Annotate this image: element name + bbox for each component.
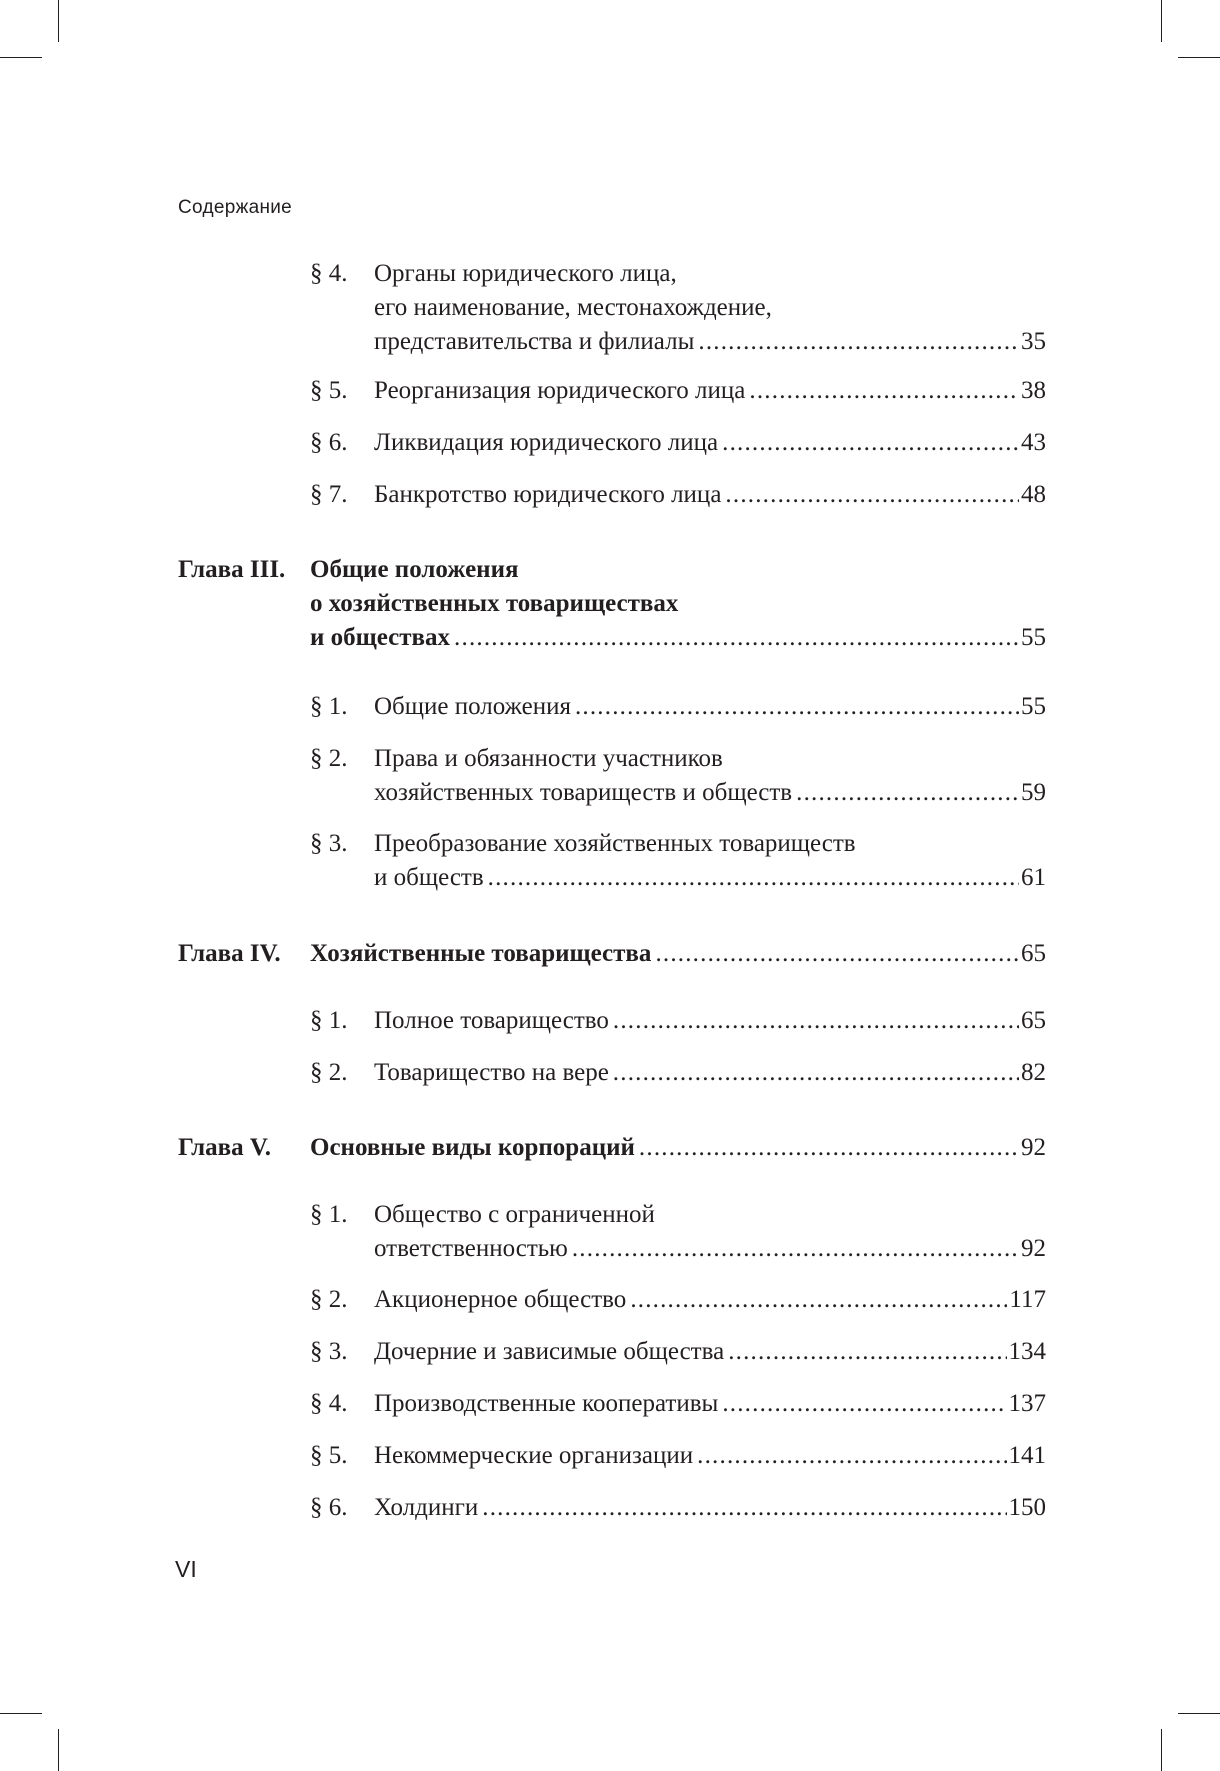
dot-leader — [749, 374, 1019, 408]
toc-section-entry[interactable] — [178, 374, 1046, 408]
entry-title-line: Банкротство юридического лица — [374, 481, 722, 508]
dot-leader — [722, 426, 1019, 460]
entry-title-line: о хозяйственных товариществах — [310, 590, 679, 617]
entry-leader-row — [374, 1491, 1046, 1525]
dot-leader — [482, 1491, 1006, 1525]
entry-leader-row — [374, 426, 1046, 460]
running-head: Содержание — [178, 197, 293, 218]
dot-leader — [639, 1131, 1019, 1165]
page-ref: 65 — [1021, 1007, 1046, 1034]
entry-title-line: Холдинги — [374, 1494, 479, 1521]
entry-leader-row — [374, 325, 1046, 359]
chapter-number: Глава V. — [178, 1134, 271, 1161]
page-ref: 137 — [1008, 1390, 1046, 1417]
entry-title-line: Некоммерческие организации — [374, 1442, 694, 1469]
entry-leader-row — [374, 1283, 1046, 1317]
dot-leader — [488, 861, 1019, 895]
dot-leader — [575, 690, 1019, 724]
toc-chapter-entry[interactable] — [178, 937, 1046, 971]
page-ref: 134 — [1008, 1338, 1046, 1365]
chapter-number: Глава III. — [178, 556, 286, 583]
entry-title-line: его наименование, местонахождение, — [374, 294, 772, 321]
page-ref: 48 — [1021, 481, 1046, 508]
dot-leader — [613, 1056, 1019, 1090]
dot-leader — [698, 325, 1019, 359]
entry-title-line: Дочерние и зависимые общества — [374, 1338, 725, 1365]
page-ref: 55 — [1021, 693, 1046, 720]
dot-leader — [725, 478, 1019, 512]
section-number: § 1. — [310, 693, 348, 720]
entry-leader-row — [310, 937, 1046, 971]
page-ref: 35 — [1021, 328, 1046, 355]
entry-title-line: Органы юридического лица, — [374, 260, 677, 287]
toc-section-entry[interactable] — [178, 690, 1046, 724]
toc-section-entry[interactable] — [178, 1335, 1046, 1369]
entry-title-line: Общество с ограниченной — [374, 1201, 655, 1228]
dot-leader — [454, 621, 1019, 655]
entry-title-line: Производственные кооперативы — [374, 1390, 719, 1417]
dot-leader — [697, 1439, 1006, 1473]
toc-section-entry[interactable] — [178, 1198, 1046, 1266]
entry-title-line: Права и обязанности участников — [374, 745, 723, 772]
toc-section-entry[interactable] — [178, 478, 1046, 512]
entry-title-line: Преобразование хозяйственных товариществ — [374, 830, 856, 857]
page-ref: 141 — [1008, 1442, 1046, 1469]
entry-leader-row — [374, 374, 1046, 408]
entry-title-line: Полное товарищество — [374, 1007, 609, 1034]
page-ref: 150 — [1008, 1494, 1046, 1521]
entry-title-line: Хозяйственные товарищества — [310, 940, 652, 967]
entry-leader-row — [374, 690, 1046, 724]
entry-title-line: Общие положения — [310, 556, 519, 583]
toc-section-entry[interactable] — [178, 1387, 1046, 1421]
toc-section-entry[interactable] — [178, 426, 1046, 460]
section-number: § 6. — [310, 1494, 348, 1521]
toc-section-entry[interactable] — [178, 742, 1046, 810]
dot-leader — [655, 937, 1019, 971]
section-number: § 4. — [310, 260, 348, 287]
page-ref: 61 — [1021, 864, 1046, 891]
entry-leader-row — [374, 776, 1046, 810]
section-number: § 1. — [310, 1007, 348, 1034]
entry-leader-row — [374, 1335, 1046, 1369]
entry-title-line: и обществах — [310, 624, 451, 651]
page-ref: 82 — [1021, 1059, 1046, 1086]
dot-leader — [572, 1232, 1019, 1266]
page-ref: 55 — [1021, 624, 1046, 651]
section-number: § 3. — [310, 830, 348, 857]
dot-leader — [630, 1283, 1007, 1317]
section-number: § 4. — [310, 1390, 348, 1417]
entry-leader-row — [374, 1439, 1046, 1473]
toc-section-entry[interactable] — [178, 1491, 1046, 1525]
toc-section-entry[interactable] — [178, 1439, 1046, 1473]
entry-title-line: Общие положения — [374, 693, 571, 720]
entry-title-line: ответственностью — [374, 1235, 568, 1262]
page-number: VI — [175, 1556, 197, 1582]
page-ref: 92 — [1021, 1235, 1046, 1262]
entry-leader-row — [374, 1056, 1046, 1090]
page-ref: 92 — [1021, 1134, 1046, 1161]
entry-leader-row — [374, 1232, 1046, 1266]
section-number: § 3. — [310, 1338, 348, 1365]
entry-title-line: Товарищество на вере — [374, 1059, 609, 1086]
page-ref: 43 — [1021, 429, 1046, 456]
section-number: § 2. — [310, 745, 348, 772]
chapter-number: Глава IV. — [178, 940, 281, 967]
toc-section-entry[interactable] — [178, 1004, 1046, 1038]
entry-title-line: Основные виды корпораций — [310, 1134, 635, 1161]
toc-chapter-entry[interactable] — [178, 1131, 1046, 1165]
section-number: § 1. — [310, 1201, 348, 1228]
page-ref: 117 — [1009, 1286, 1046, 1313]
section-number: § 5. — [310, 1442, 348, 1469]
page-ref: 38 — [1021, 377, 1046, 404]
dot-leader — [613, 1004, 1019, 1038]
entry-leader-row — [374, 478, 1046, 512]
page-ref: 59 — [1021, 779, 1046, 806]
entry-title-line: хозяйственных товариществ и обществ — [374, 779, 793, 806]
entry-leader-row — [374, 1004, 1046, 1038]
section-number: § 2. — [310, 1059, 348, 1086]
entry-title-line: Акционерное общество — [374, 1286, 627, 1313]
section-number: § 5. — [310, 377, 348, 404]
toc-section-entry[interactable] — [178, 1283, 1046, 1317]
dot-leader — [728, 1335, 1006, 1369]
entry-leader-row — [310, 621, 1046, 655]
section-number: § 2. — [310, 1286, 348, 1313]
entry-title-line: Реорганизация юридического лица — [374, 377, 746, 404]
dot-leader — [722, 1387, 1006, 1421]
toc-section-entry[interactable] — [178, 827, 1046, 895]
section-number: § 7. — [310, 481, 348, 508]
entry-title-line: Ликвидация юридического лица — [374, 429, 719, 456]
dot-leader — [796, 776, 1019, 810]
toc-chapter-entry[interactable] — [178, 553, 1046, 655]
entry-title-line: и обществ — [374, 864, 484, 891]
entry-leader-row — [374, 1387, 1046, 1421]
entry-leader-row — [310, 1131, 1046, 1165]
entry-leader-row — [374, 861, 1046, 895]
entry-title-line: представительства и филиалы — [374, 328, 695, 355]
toc-section-entry[interactable] — [178, 257, 1046, 359]
section-number: § 6. — [310, 429, 348, 456]
toc-section-entry[interactable] — [178, 1056, 1046, 1090]
page-ref: 65 — [1021, 940, 1046, 967]
